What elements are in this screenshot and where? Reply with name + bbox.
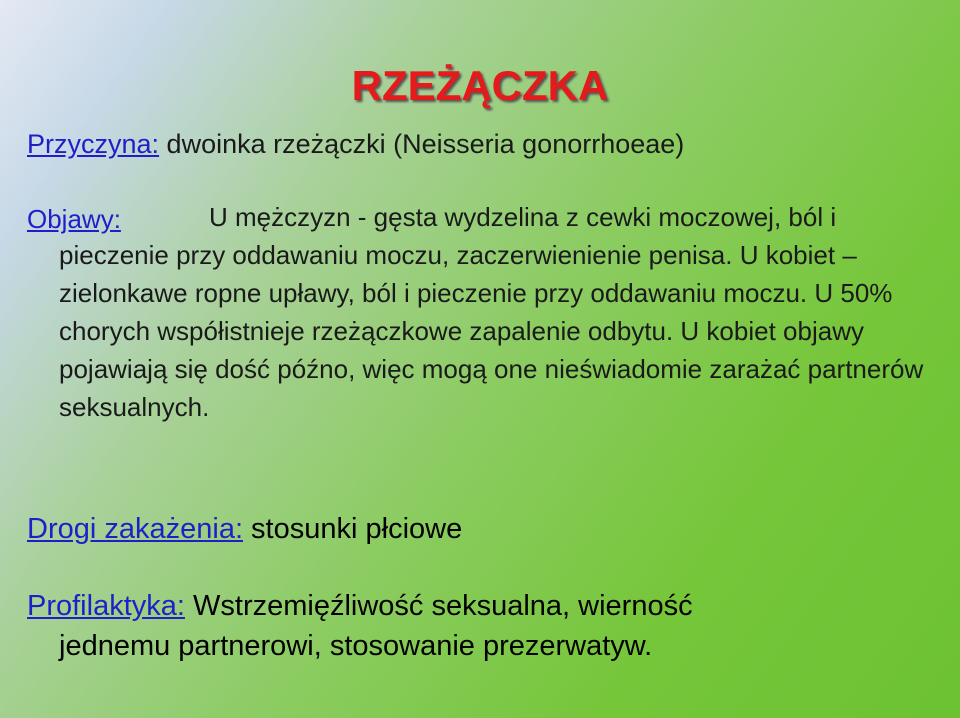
prevention-text-continued: jednemu partnerowi, stosowanie prezerwatyw. — [59, 630, 653, 662]
cause-label: Przyczyna: — [27, 129, 160, 159]
symptoms-text: U mężczyzn - gęsta wydzelina z cewki moczowej, ból i pieczenie przy oddawaniu moczu, zaczerwienienie penisa. U kobiet – zielonkawe ropne upławy, ból i pieczenie przy oddawaniu moczu. U 50% chorych współistnieje rzeżączkowe zapalenie odbytu. U kobiet objawy pojawiają się dość późno, więc mogą one nieświadomie zarażać partnerów seksualnych. — [59, 202, 924, 422]
symptoms-label: Objawy: — [27, 204, 121, 234]
prevention-section — [27, 586, 927, 666]
cause-text: dwoinka rzeżączki (Neisseria gonorrhoeae) — [159, 129, 685, 159]
slide-title: RZEŻĄCZKA — [351, 62, 609, 109]
prevention-label: Profilaktyka: — [27, 590, 185, 622]
prevention-text: Wstrzemięźliwość seksualna, wierność — [184, 590, 693, 622]
cause-section — [27, 124, 937, 164]
transmission-text: stosunki płciowe — [243, 513, 463, 545]
transmission-section — [27, 509, 927, 549]
symptoms-section — [27, 200, 927, 426]
transmission-label: Drogi zakażenia: — [27, 513, 243, 545]
